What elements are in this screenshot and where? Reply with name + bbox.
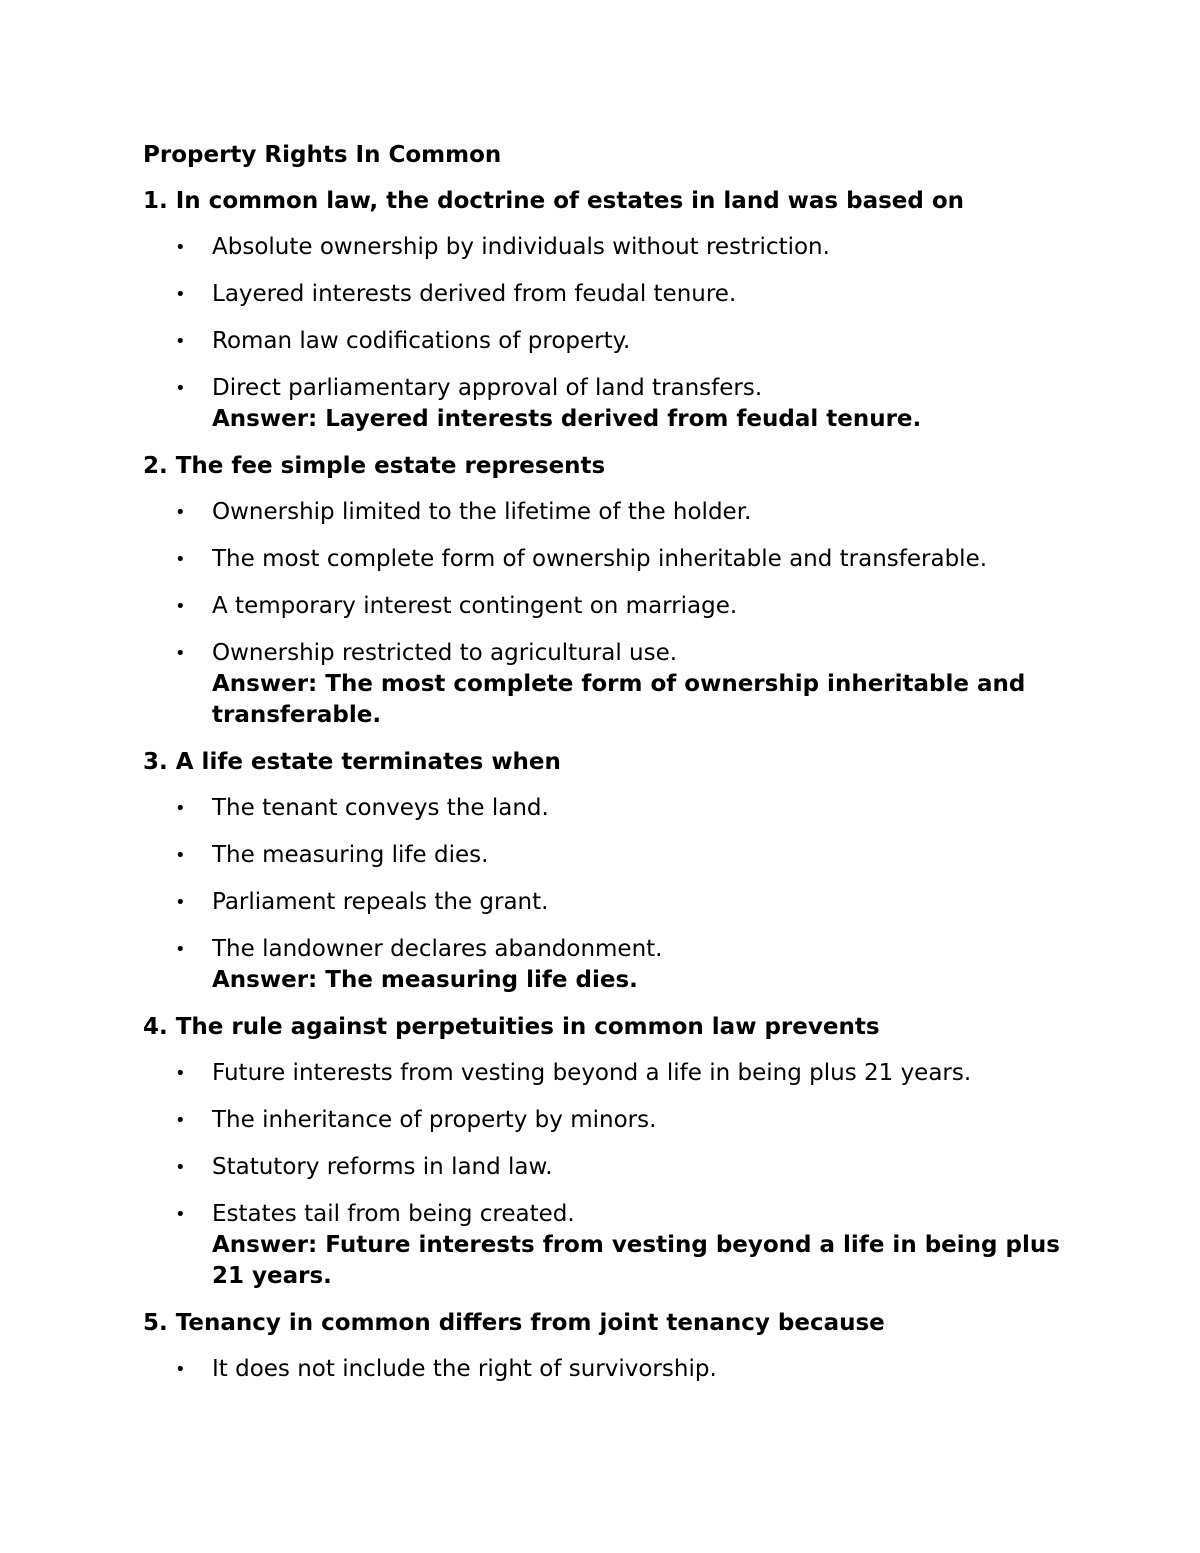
- answer-text: Answer: The most complete form of ownership inheritable and transferable.: [212, 671, 1026, 728]
- option-item: [143, 544, 1063, 575]
- question-5: [143, 1308, 1063, 1385]
- option-item: [143, 1199, 1063, 1230]
- bullet-icon: •: [175, 643, 186, 664]
- option-text: The tenant conveys the land.: [212, 795, 549, 821]
- answer-text: Answer: Future interests from vesting beyond a life in being plus 21 years.: [212, 1232, 1060, 1289]
- option-text: The landowner declares abandonment.: [212, 936, 663, 962]
- option-item: [143, 591, 1063, 622]
- option-text: It does not include the right of survivorship.: [212, 1356, 717, 1382]
- option-text: Roman law codifications of property.: [212, 328, 631, 354]
- option-item: [143, 793, 1063, 824]
- question-heading: 2. The fee simple estate represents: [143, 453, 606, 479]
- option-list: [143, 1058, 1063, 1230]
- option-text: Estates tail from being created.: [212, 1201, 575, 1227]
- bullet-icon: •: [175, 1204, 186, 1225]
- bullet-icon: •: [175, 502, 186, 523]
- question-4: [143, 1012, 1063, 1292]
- option-text: Ownership limited to the lifetime of the holder.: [212, 499, 752, 525]
- option-item: [143, 638, 1063, 669]
- answer-text: Answer: Layered interests derived from feudal tenure.: [212, 406, 922, 432]
- option-text: Statutory reforms in land law.: [212, 1154, 553, 1180]
- option-list: [143, 1354, 1063, 1385]
- question-heading: 3. A life estate terminates when: [143, 749, 561, 775]
- bullet-icon: •: [175, 549, 186, 570]
- bullet-icon: •: [175, 1359, 186, 1380]
- bullet-icon: •: [175, 378, 186, 399]
- bullet-icon: •: [175, 331, 186, 352]
- bullet-icon: •: [175, 1063, 186, 1084]
- bullet-icon: •: [175, 892, 186, 913]
- question-heading: 5. Tenancy in common differs from joint tenancy because: [143, 1310, 885, 1336]
- answer-text: Answer: The measuring life dies.: [212, 967, 638, 993]
- bullet-icon: •: [175, 798, 186, 819]
- option-text: Future interests from vesting beyond a life in being plus 21 years.: [212, 1060, 972, 1086]
- bullet-icon: •: [175, 845, 186, 866]
- option-item: [143, 1105, 1063, 1136]
- bullet-icon: •: [175, 596, 186, 617]
- question-heading: 1. In common law, the doctrine of estates in land was based on: [143, 188, 965, 214]
- option-item: [143, 279, 1063, 310]
- option-item: [143, 840, 1063, 871]
- option-item: [143, 887, 1063, 918]
- bullet-icon: •: [175, 1110, 186, 1131]
- option-list: [143, 793, 1063, 965]
- bullet-icon: •: [175, 939, 186, 960]
- question-2: [143, 451, 1063, 731]
- question-3: [143, 747, 1063, 996]
- option-text: A temporary interest contingent on marriage.: [212, 593, 738, 619]
- option-text: Absolute ownership by individuals without restriction.: [212, 234, 830, 260]
- option-list: [143, 497, 1063, 669]
- option-text: Parliament repeals the grant.: [212, 889, 549, 915]
- question-1: [143, 186, 1063, 435]
- document-page: [143, 140, 1063, 1401]
- bullet-icon: •: [175, 1157, 186, 1178]
- option-text: Layered interests derived from feudal tenure.: [212, 281, 737, 307]
- option-item: [143, 934, 1063, 965]
- document-title: Property Rights In Common: [143, 142, 502, 168]
- option-item: [143, 1152, 1063, 1183]
- question-heading: 4. The rule against perpetuities in common law prevents: [143, 1014, 880, 1040]
- option-item: [143, 373, 1063, 404]
- bullet-icon: •: [175, 237, 186, 258]
- bullet-icon: •: [175, 284, 186, 305]
- option-item: [143, 1354, 1063, 1385]
- option-item: [143, 1058, 1063, 1089]
- option-text: The most complete form of ownership inheritable and transferable.: [212, 546, 988, 572]
- option-list: [143, 232, 1063, 404]
- option-item: [143, 497, 1063, 528]
- option-text: Direct parliamentary approval of land transfers.: [212, 375, 763, 401]
- option-item: [143, 326, 1063, 357]
- option-text: The measuring life dies.: [212, 842, 489, 868]
- option-text: The inheritance of property by minors.: [212, 1107, 657, 1133]
- option-item: [143, 232, 1063, 263]
- option-text: Ownership restricted to agricultural use.: [212, 640, 678, 666]
